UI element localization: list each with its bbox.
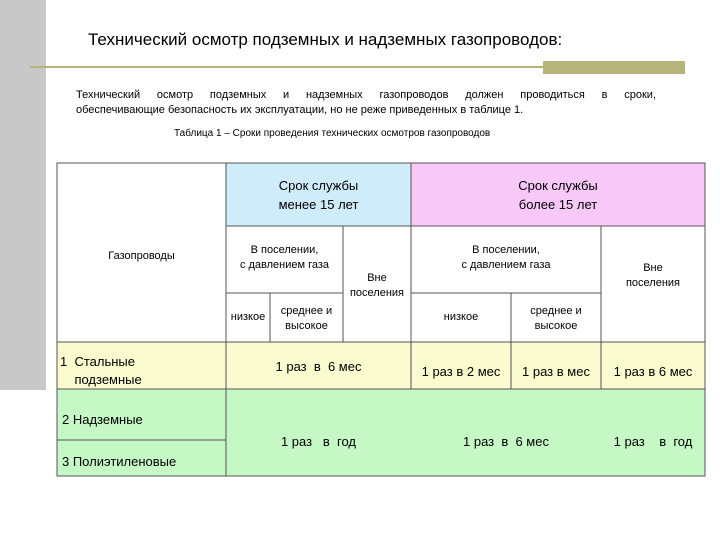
value-steel-gt15-medium-high: 1 раз в мес [522,363,590,379]
value-other-gt15-in-settlement: 1 раз в 6 мес [463,433,549,449]
value-other-lt15: 1 раз в год [280,433,357,449]
header-low-gt15: низкое [443,311,479,323]
header-service-lt15: Срок службы менее 15 лет [278,177,359,212]
header-in-settlement-lt15: В поселении, с давлением газа [239,244,330,271]
header-pipelines: Газопроводы [108,249,175,262]
table-caption: Таблица 1 – Сроки проведения технических осмотров газопроводов [174,128,491,139]
header-medium-high-lt15: среднее и высокое [280,305,333,332]
intro-line-2: обеспечивающие безопасность их эксплуатации, но не реже приведенных в таблице 1. [76,104,524,116]
header-service-gt15: Срок службы более 15 лет [518,177,598,212]
row-label-polyethylene: 3 Полиэтиленовые [62,454,177,469]
header-outside-settlement-gt15: Вне поселения [625,262,681,289]
row-label-aboveground: 2 Надземные [62,412,143,427]
header-outside-settlement-lt15: Вне поселения [349,272,405,299]
page-title: Технический осмотр подземных и надземных газопроводов: [88,30,563,49]
value-steel-lt15: 1 раз в 6 мес [275,358,362,374]
value-other-gt15-outside: 1 раз в год [613,433,693,449]
header-medium-high-gt15: среднее и высокое [530,305,582,332]
header-in-settlement-gt15: В поселении, с давлением газа [461,244,551,271]
row-label-steel-underground: 1 Стальные подземные [60,354,142,387]
header-low-lt15: низкое [230,311,266,323]
value-steel-gt15-low: 1 раз в 2 мес [421,363,501,379]
intro-line-1: Технический осмотр подземных и надземных газопроводов должен проводиться в сроки, [76,89,656,101]
value-steel-gt15-outside: 1 раз в 6 мес [613,363,693,379]
